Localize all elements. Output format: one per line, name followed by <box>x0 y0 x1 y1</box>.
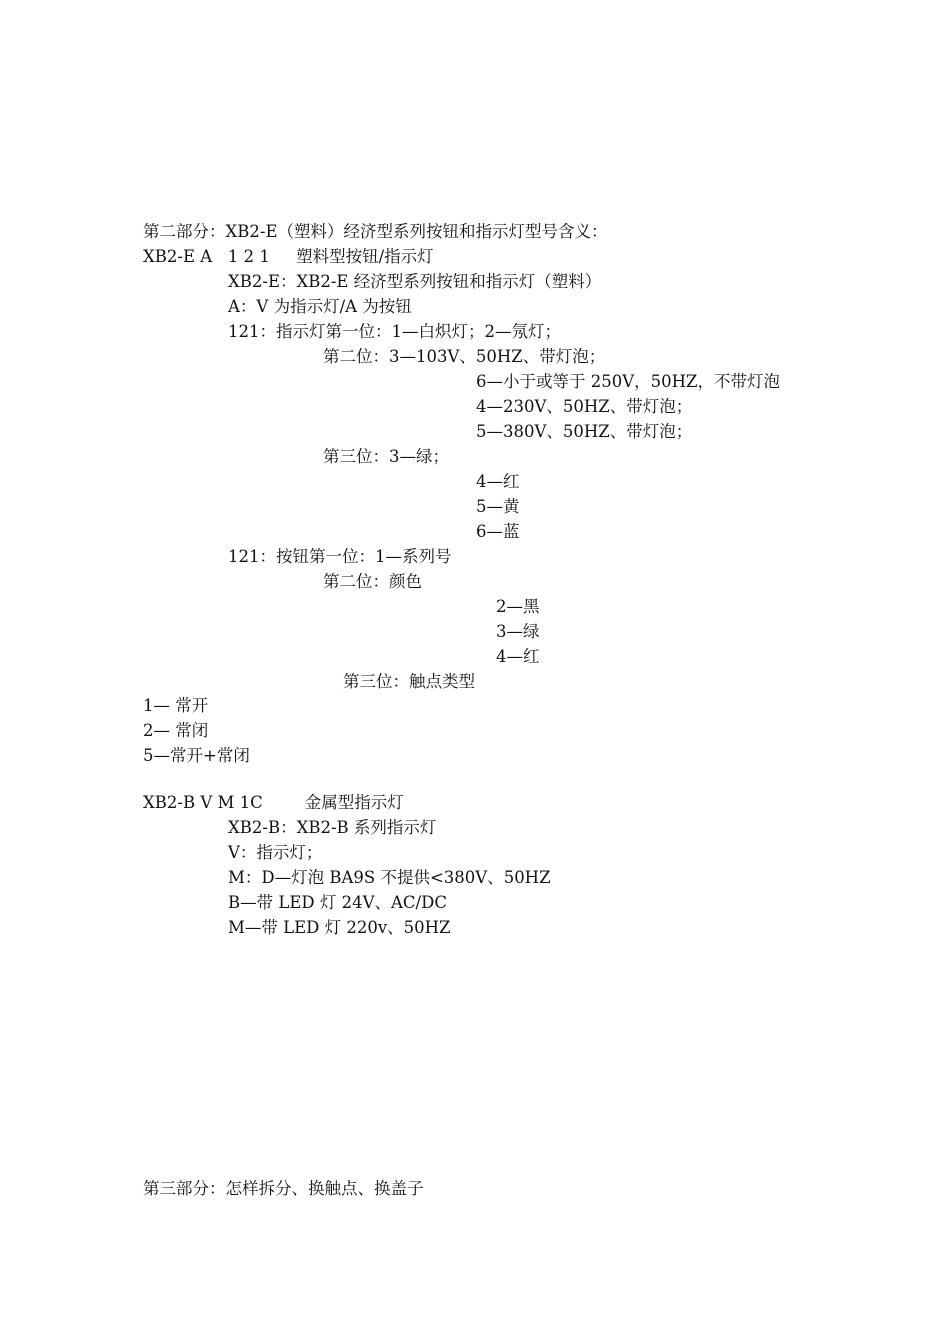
button-pos1-line: 121：按钮第一位：1—系列号 <box>228 547 452 566</box>
indicator-pos2-opt4: 4—230V、50HZ、带灯泡； <box>476 397 693 416</box>
contact-type-2: 2— 常闭 <box>143 721 209 740</box>
xb2b-series-line: XB2-B：XB2-B 系列指示灯 <box>228 818 437 837</box>
contact-type-5: 5—常开+常闭 <box>143 746 250 765</box>
indicator-pos3-line: 第三位：3—绿； <box>323 447 449 466</box>
button-pos2-opt4: 4—红 <box>496 647 540 666</box>
button-pos2-opt3: 3—绿 <box>496 622 540 641</box>
xb2b-m2-line: M—带 LED 灯 220v、50HZ <box>228 918 451 937</box>
xb2b-m-line: M：D—灯泡 BA9S 不提供<380V、50HZ <box>228 868 551 887</box>
xb2b-b-line: B—带 LED 灯 24V、AC/DC <box>228 893 447 912</box>
xb2e-type-line: A：V 为指示灯/A 为按钮 <box>228 297 412 316</box>
xb2b-v-line: V：指示灯； <box>228 843 323 862</box>
indicator-pos2-opt5: 5—380V、50HZ、带灯泡； <box>476 422 693 441</box>
indicator-pos2-opt6: 6—小于或等于 250V，50HZ，不带灯泡 <box>476 372 781 391</box>
indicator-pos1-line: 121：指示灯第一位：1—白炽灯；2—氖灯； <box>228 322 561 341</box>
button-pos3-line: 第三位：触点类型 <box>343 672 475 691</box>
indicator-pos3-opt5: 5—黄 <box>476 497 520 516</box>
indicator-pos2-line: 第二位：3—103V、50HZ、带灯泡； <box>323 347 606 366</box>
xb2e-model-code: XB2-E A 1 2 1 塑料型按钮/指示灯 <box>143 247 434 266</box>
button-pos2-opt2: 2—黑 <box>496 597 540 616</box>
button-pos2-line: 第二位：颜色 <box>323 572 422 591</box>
indicator-pos3-opt4: 4—红 <box>476 472 520 491</box>
xb2e-series-line: XB2-E：XB2-E 经济型系列按钮和指示灯（塑料） <box>228 272 602 291</box>
section3-heading: 第三部分：怎样拆分、换触点、换盖子 <box>143 1179 424 1198</box>
indicator-pos3-opt6: 6—蓝 <box>476 522 520 541</box>
contact-type-1: 1— 常开 <box>143 696 209 715</box>
xb2b-model-code: XB2-B V M 1C 金属型指示灯 <box>143 793 404 812</box>
section2-heading: 第二部分：XB2-E（塑料）经济型系列按钮和指示灯型号含义： <box>143 222 608 241</box>
